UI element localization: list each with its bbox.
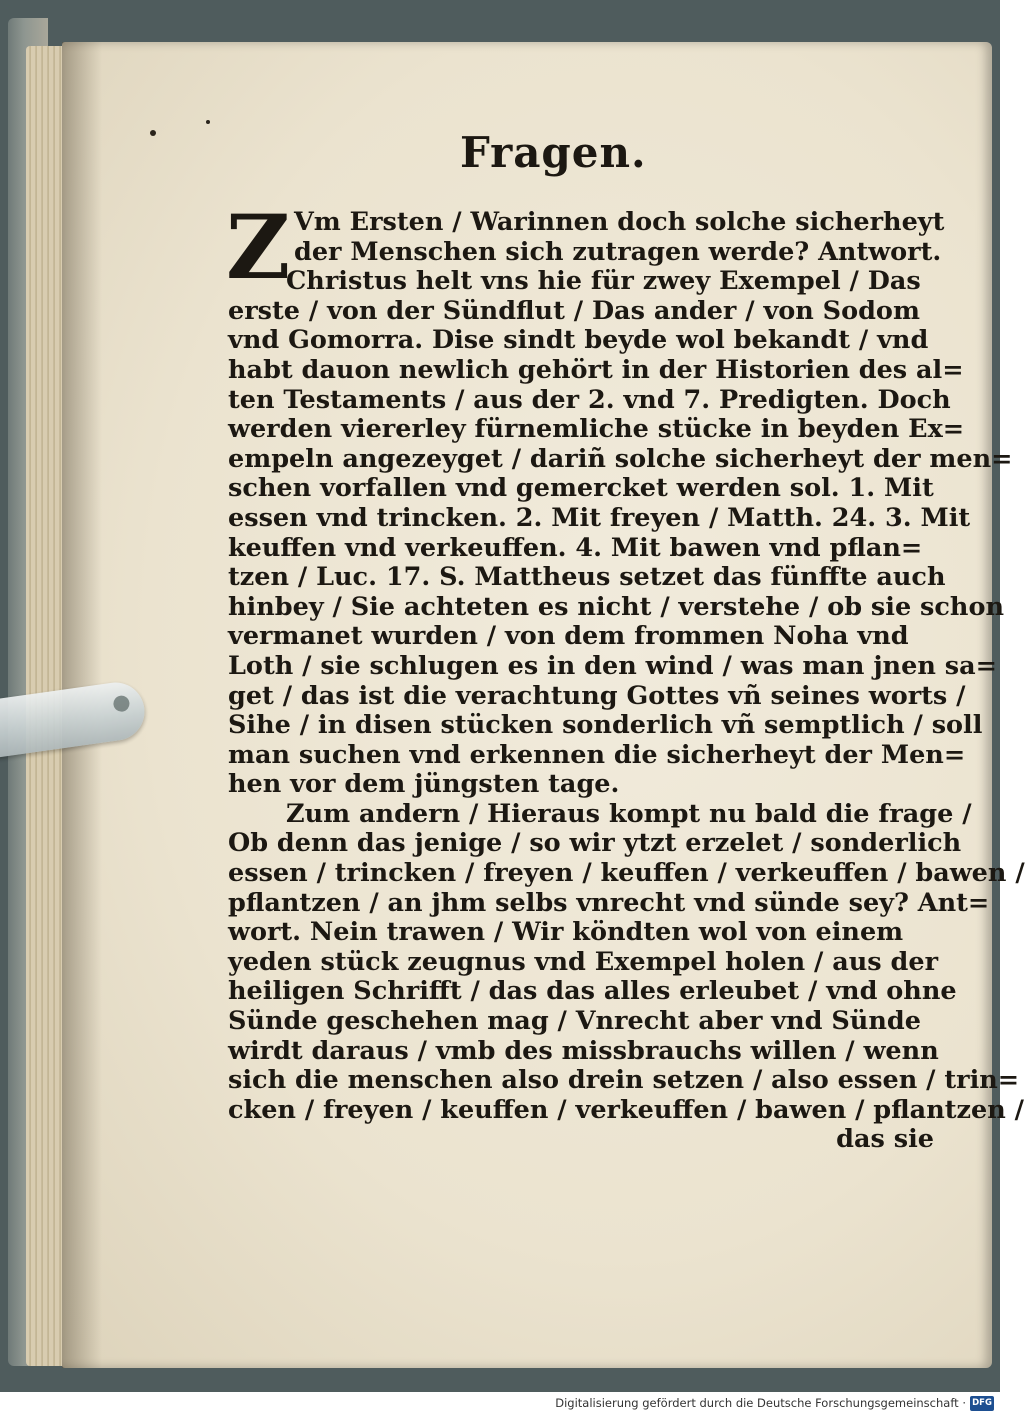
text-line: ten Testaments / aus der 2. vnd 7. Predigten. Doch — [228, 384, 951, 415]
text-line: wirdt daraus / vmb des missbrauchs willen / wenn — [228, 1035, 939, 1066]
text-line: habt dauon newlich gehört in der Historien des al= — [228, 354, 964, 385]
text-line: hinbey / Sie achteten es nicht / verstehe / ob sie schon — [228, 591, 1005, 622]
text-line: man suchen vnd erkennen die sicherheyt der Men= — [228, 739, 966, 770]
ink-speck — [150, 130, 156, 136]
paragraph-1 — [228, 207, 1013, 800]
text-line: tzen / Luc. 17. S. Mattheus setzet das fünffte auch — [228, 562, 946, 593]
text-line: get / das ist die verachtung Gottes vñ seines worts / — [228, 680, 966, 711]
text-line: werden viererley fürnemliche stücke in beyden Ex= — [228, 414, 965, 445]
dfg-logo-icon: DFG — [970, 1396, 994, 1411]
text-line: Sünde geschehen mag / Vnrecht aber vnd Sünde — [228, 1006, 921, 1037]
text-line: wort. Nein trawen / Wir köndten wol von einem — [228, 917, 904, 948]
text-line: Vm Ersten / Warinnen doch solche sicherheyt — [294, 207, 945, 237]
text-line: sich die menschen also drein setzen / also essen / trin= — [228, 1065, 1020, 1096]
text-line: essen / trincken / freyen / keuffen / verkeuffen / bawen / — [228, 858, 1025, 889]
footer-bar — [0, 1392, 1000, 1417]
text-line: keuffen vnd verkeuffen. 4. Mit bawen vnd pflan= — [228, 532, 923, 563]
text-line: der Menschen sich zutragen werde? Antwort. — [294, 236, 942, 267]
body-text — [228, 207, 1025, 1155]
text-line: hen vor dem jüngsten tage. — [228, 769, 620, 800]
text-line: Ob denn das jenige / so wir ytzt erzelet / sonderlich — [228, 828, 962, 859]
ink-speck — [206, 120, 210, 124]
text-line: Sihe / in disen stücken sonderlich vñ semptlich / soll — [228, 710, 983, 741]
text-line: schen vorfallen vnd gemercket werden sol. 1. Mit — [228, 473, 934, 504]
text-line: heiligen Schrifft / das das alles erleubet / vnd ohne — [228, 976, 957, 1007]
text-line: Zum andern / Hieraus kompt nu bald die frage / — [286, 798, 972, 829]
drop-cap-initial: Z — [226, 195, 291, 299]
text-line: pflantzen / an jhm selbs vnrecht vnd sünde sey? Ant= — [228, 887, 990, 918]
text-line: cken / freyen / keuffen / verkeuffen / bawen / pflantzen / — [228, 1094, 1024, 1125]
text-line: yeden stück zeugnus vnd Exempel holen / aus der — [228, 946, 939, 977]
text-line: Loth / sie schlugen es in den wind / was man jnen sa= — [228, 650, 997, 681]
text-line: essen vnd trincken. 2. Mit freyen / Matth. 24. 3. Mit — [228, 502, 971, 533]
text-line: erste / von der Sündflut / Das ander / von Sodom — [228, 295, 920, 326]
funding-credit: Digitalisierung gefördert durch die Deutsche Forschungsgemeinschaft · — [555, 1396, 966, 1410]
text-line: vnd Gomorra. Dise sindt beyde wol bekandt / vnd — [228, 325, 929, 356]
text-line: empeln angezeyget / dariñ solche sicherheyt der men= — [228, 443, 1013, 474]
page-heading: Fragen. — [460, 128, 647, 177]
bookmark-hole — [112, 695, 130, 713]
text-line: Christus helt vns hie für zwey Exempel / Das — [286, 266, 921, 297]
catchword: das sie — [836, 1124, 934, 1155]
paragraph-2 — [228, 798, 1025, 1155]
text-line: vermanet wurden / von dem frommen Noha vnd — [228, 621, 909, 652]
